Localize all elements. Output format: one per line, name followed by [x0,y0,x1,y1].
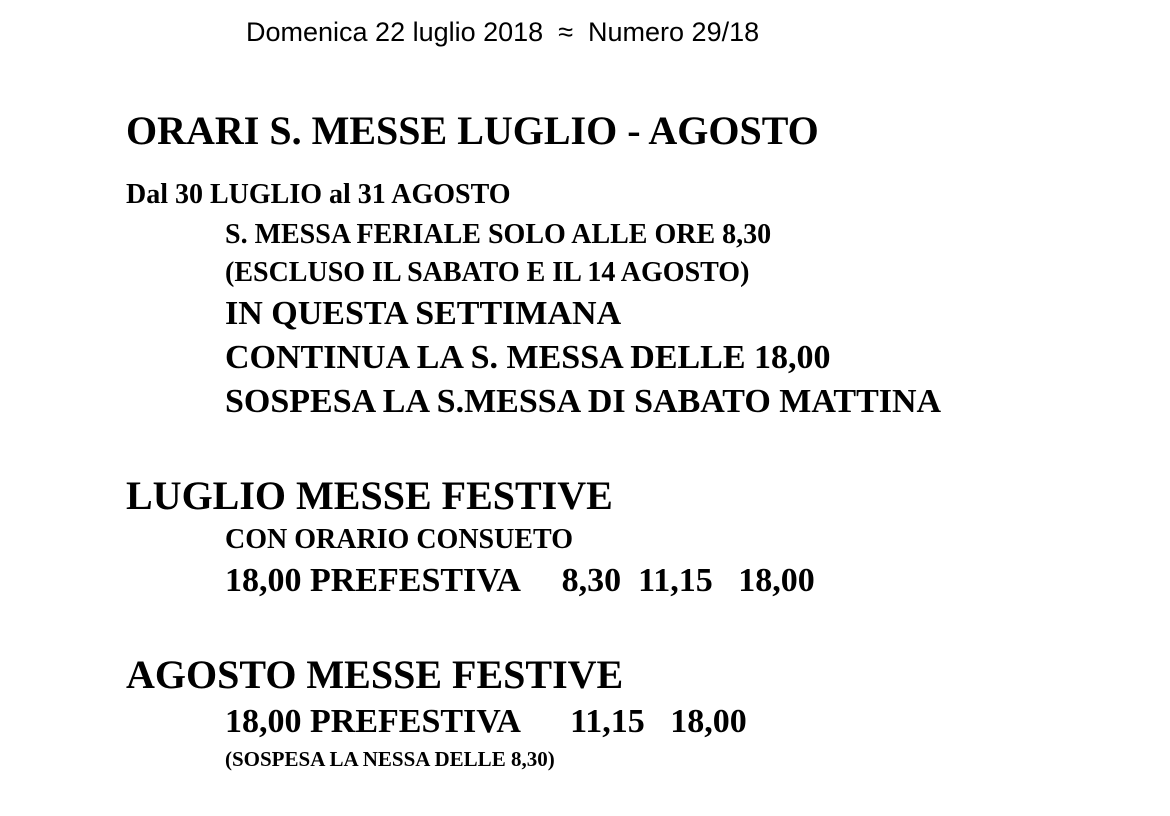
weekday-mass-time: S. MESSA FERIALE SOLO ALLE ORE 8,30 [225,219,772,250]
newsletter-header: Domenica 22 luglio 2018 ≈ Numero 29/18 [246,17,760,47]
august-suspension-note: (SOSPESA LA NESSA DELLE 8,30) [225,747,555,771]
this-week-heading: IN QUESTA SETTIMANA [225,295,622,332]
saturday-mass-suspended: SOSPESA LA S.MESSA DI SABATO MATTINA [225,383,942,420]
august-festive-schedule: 18,00 PREFESTIVA 11,15 18,00 [225,703,747,740]
section-title-orari: ORARI S. MESSE LUGLIO - AGOSTO [126,108,819,153]
july-festive-schedule: 18,00 PREFESTIVA 8,30 11,15 18,00 [225,562,815,599]
date-range-intro: Dal 30 LUGLIO al 31 AGOSTO [126,179,511,210]
section-title-luglio: LUGLIO MESSE FESTIVE [126,473,613,518]
usual-schedule-subtitle: CON ORARIO CONSUETO [225,524,573,555]
weekday-exclusion-note: (ESCLUSO IL SABATO E IL 14 AGOSTO) [225,257,750,288]
section-title-agosto: AGOSTO MESSE FESTIVE [126,652,624,697]
evening-mass-continues: CONTINUA LA S. MESSA DELLE 18,00 [225,339,831,376]
